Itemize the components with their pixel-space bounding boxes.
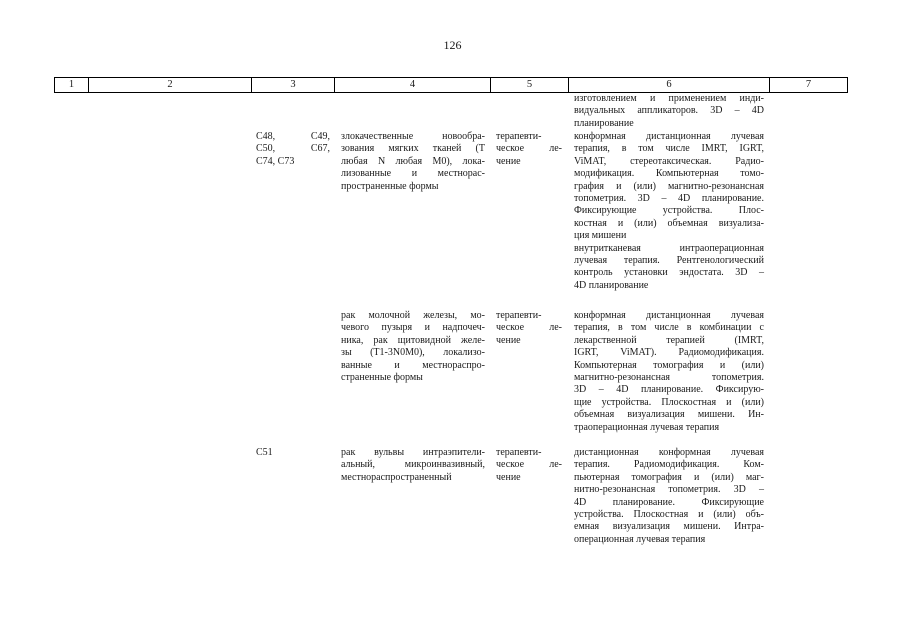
row3-diagnosis — [341, 447, 485, 484]
text-line: Фиксирующие устройства. Плос- — [574, 205, 764, 217]
code: C74, C73 — [256, 155, 295, 167]
code: C48, — [256, 131, 276, 142]
text-line: емная визуализация мишени. Интра- — [574, 521, 764, 533]
text-line: ника, рак щитовидной желе- — [341, 334, 485, 346]
text-line: терапевти- — [496, 310, 542, 321]
text-line: Компьютерная томография и (или) — [574, 359, 764, 371]
row1-codes — [256, 131, 330, 168]
text-line: объемная визуализация мишени. Ин- — [574, 409, 764, 421]
row3-methods — [574, 447, 764, 546]
text-line: зования мягких тканей (T — [341, 143, 485, 155]
text-line: пространенные формы — [341, 180, 439, 192]
text-line: 4D планирование — [574, 279, 649, 291]
text-line: страненные формы — [341, 372, 423, 384]
text-line: лизованные и местнорас- — [341, 168, 485, 180]
text-line: терапия, в том числе IMRT, IGRT, — [574, 143, 764, 155]
text-line: щие устройства. Плоскостная и (или) — [574, 396, 764, 408]
row2-diagnosis — [341, 310, 485, 384]
text-line: траоперационная лучевая терапия — [574, 421, 720, 433]
code: C67, — [310, 143, 330, 155]
row1-treatment — [496, 131, 562, 168]
column-header-7: 7 — [769, 78, 848, 92]
table-header-row — [54, 77, 848, 93]
text-line: нитно-резонансная топометрия. 3D – — [574, 484, 764, 496]
text-line: рак вульвы интраэпители- — [341, 447, 485, 458]
text-line: чение — [496, 334, 521, 346]
text-line: ванные и местнораспро- — [341, 359, 485, 371]
text-line: ческое ле- — [496, 459, 562, 471]
text-line: терапевти- — [496, 447, 542, 458]
text-line: модификация. Компьютерная томо- — [574, 168, 764, 180]
text-line: операционная лучевая терапия — [574, 533, 706, 545]
column-header-4: 4 — [334, 78, 490, 92]
text-line: чевого пузыря и надпочеч- — [341, 322, 485, 334]
text-line: рак молочной железы, мо- — [341, 310, 485, 321]
text-line: внутритканевая интраоперационная — [574, 242, 764, 254]
text-line: ViMAT, стереотаксическая. Радио- — [574, 155, 764, 167]
text-line: пьютерная томография и (или) маг- — [574, 471, 764, 483]
text-line: чение — [496, 155, 521, 167]
text-line: зы (T1-3N0M0), локализо- — [341, 347, 485, 359]
text-line: планирование — [574, 117, 634, 129]
text-line: изготовлением и применением инди- — [574, 93, 764, 104]
text-line: конформная дистанционная лучевая — [574, 310, 764, 321]
column-header-3: 3 — [251, 78, 334, 92]
column-header-2: 2 — [88, 78, 251, 92]
text-line: альный, микроинвазивный, — [341, 459, 485, 471]
page-number: 126 — [443, 38, 462, 52]
text-line: контроль установки эндостата. 3D – — [574, 267, 764, 279]
text-line: ческое ле- — [496, 322, 562, 334]
row2-methods — [574, 310, 764, 434]
text-line: злокачественные новообра- — [341, 131, 485, 142]
text-line: местнораспространенный — [341, 471, 452, 483]
text-line: магнитно-резонансная топометрия. — [574, 372, 764, 384]
column-header-5: 5 — [490, 78, 568, 92]
text-line: графия и (или) магнитно-резонансная — [574, 180, 764, 192]
text-line: костная и (или) объемная визуализа- — [574, 217, 764, 229]
code: C51 — [256, 447, 273, 458]
text-line: 3D – 4D планирование. Фиксирую- — [574, 384, 764, 396]
carryover-methods — [574, 93, 764, 130]
text-line: устройства. Плоскостная и (или) объ- — [574, 509, 764, 521]
text-line: ция мишени — [574, 230, 627, 242]
text-line: чение — [496, 471, 521, 483]
code: C49, — [310, 131, 330, 142]
text-line: терапевти- — [496, 131, 542, 142]
text-line: видуальных аппликаторов. 3D – 4D — [574, 105, 764, 117]
text-line: 4D планирование. Фиксирующие — [574, 496, 764, 508]
text-line: лучевая терапия. Рентгенологический — [574, 255, 764, 267]
column-header-6: 6 — [568, 78, 769, 92]
text-line: дистанционная конформная лучевая — [574, 447, 764, 458]
text-line: IGRT, ViMAT). Радиомодификация. — [574, 347, 764, 359]
text-line: конформная дистанционная лучевая — [574, 131, 764, 142]
code: C50, — [256, 143, 276, 155]
text-line: ческое ле- — [496, 143, 562, 155]
row1-diagnosis — [341, 131, 485, 193]
text-line: топометрия. 3D – 4D планирование. — [574, 193, 764, 205]
row3-codes — [256, 447, 330, 459]
row3-treatment — [496, 447, 562, 484]
row2-treatment — [496, 310, 562, 347]
row1-methods — [574, 131, 764, 292]
text-line: любая N любая M0), лока- — [341, 155, 485, 167]
column-header-1: 1 — [54, 78, 88, 92]
text-line: лекарственной терапией (IMRT, — [574, 334, 764, 346]
text-line: терапия. Радиомодификация. Ком- — [574, 459, 764, 471]
text-line: терапия, в том числе в комбинации с — [574, 322, 764, 334]
